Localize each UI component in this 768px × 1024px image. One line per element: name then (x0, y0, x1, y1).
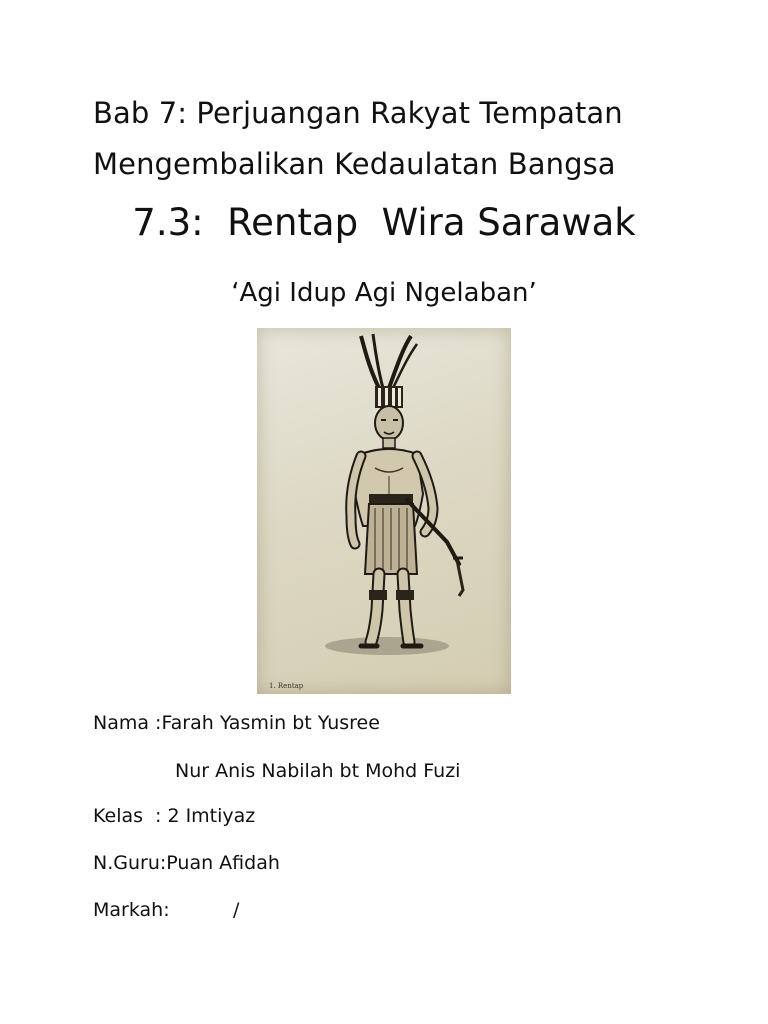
info-markah-row (93, 897, 239, 923)
guru-value: Puan Afidah (166, 852, 280, 874)
chapter-heading (93, 88, 623, 190)
nama-label: Nama : (93, 712, 162, 734)
kelas-label: Kelas (93, 805, 144, 827)
info-guru-row (93, 850, 280, 876)
info-nama-row-2 (175, 758, 460, 784)
chapter-line-2: Mengembalikan Kedaulatan Bangsa (93, 147, 616, 181)
rentap-illustration (257, 328, 511, 694)
markah-value: / (233, 899, 240, 921)
section-title: 7.3: Rentap Wira Sarawak (132, 201, 636, 244)
kelas-value: : 2 Imtiyaz (155, 805, 256, 827)
guru-label: N.Guru: (93, 852, 167, 874)
nama-value-2: Nur Anis Nabilah bt Mohd Fuzi (175, 760, 461, 782)
motto: ‘Agi Idup Agi Ngelaban’ (231, 278, 537, 308)
markah-label: Markah: (93, 899, 170, 921)
info-nama-row (93, 710, 380, 736)
info-kelas-row (93, 803, 255, 829)
chapter-line-1: Bab 7: Perjuangan Rakyat Tempatan (93, 96, 623, 130)
figure-caption: 1. Rentap (269, 682, 304, 690)
warrior-illustration-icon (257, 328, 511, 694)
nama-value-1: Farah Yasmin bt Yusree (161, 712, 380, 734)
